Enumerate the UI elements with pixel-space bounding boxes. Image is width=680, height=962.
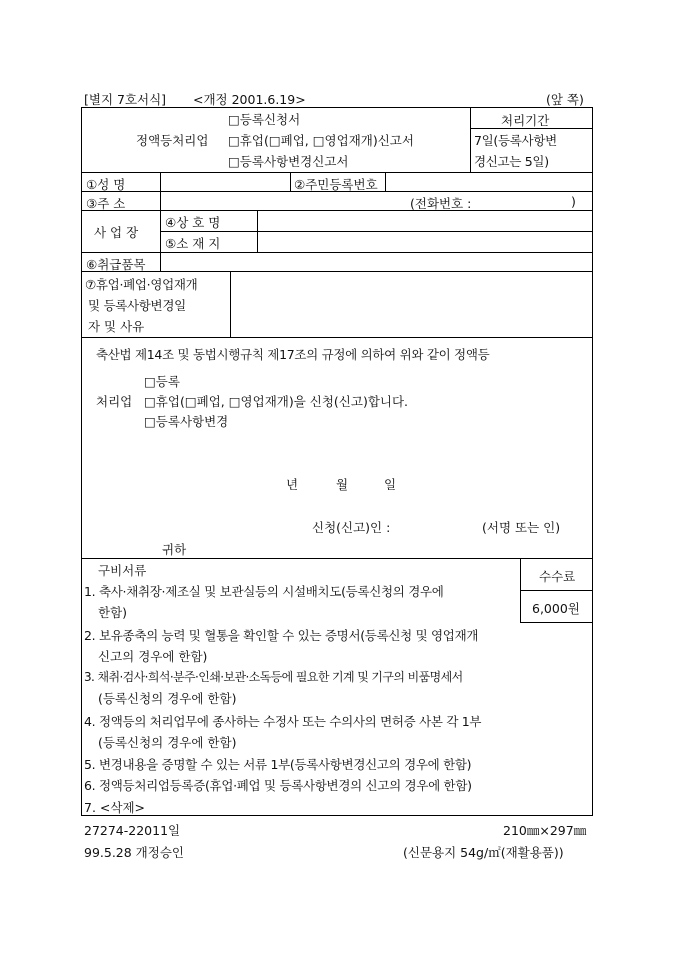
processing-period-label: 처리기간 xyxy=(501,113,550,128)
applicant-label: 신청(신고)인 : xyxy=(312,520,391,535)
paper-spec: (신문용지 54g/㎡(재활용품)) xyxy=(403,845,564,860)
divider-resident-value xyxy=(385,172,386,191)
document-item-7: 7. <삭제> xyxy=(84,800,145,815)
resident-number-label: ②주민등록번호 xyxy=(294,177,378,192)
page-side: (앞 쪽) xyxy=(546,92,584,107)
declaration-line1: 축산법 제14조 및 동법시행규칙 제17조의 규정에 의하여 위와 같이 정액등 xyxy=(96,347,490,362)
form-frame xyxy=(81,107,593,816)
document-item-6: 6. 정액등처리업등록증(휴업·폐업 및 등록사항변경의 신고의 경우에 한함) xyxy=(84,778,472,793)
reason-label-line2: 및 등록사항변경일 xyxy=(88,298,186,313)
divider-fee xyxy=(520,590,593,591)
business-site-label: 사 업 장 xyxy=(94,225,139,240)
document-item-1-cont: 한함) xyxy=(98,605,128,620)
fee-value: 6,000원 xyxy=(532,601,580,616)
recipient-label: 귀하 xyxy=(162,542,187,557)
divider-business-inner xyxy=(160,231,593,232)
date-day: 일 xyxy=(384,477,397,492)
divider-resident xyxy=(290,172,291,191)
location-label: ⑤소 재 지 xyxy=(165,236,221,251)
divider-business-sub xyxy=(257,210,258,252)
divider-fee-col xyxy=(520,558,521,622)
declaration-option-register: □등록 xyxy=(144,374,180,389)
declaration-option-change: □등록사항변경 xyxy=(144,414,229,429)
divider-row-address xyxy=(81,210,593,211)
fee-label: 수수료 xyxy=(539,569,576,584)
document-item-2-cont: 신고의 경우에 한함) xyxy=(98,649,208,664)
form-code: 27274-22011일 xyxy=(84,823,181,838)
divider-title-period xyxy=(470,107,471,172)
phone-close: ) xyxy=(571,194,576,209)
items-label: ⑥취급품목 xyxy=(86,257,146,272)
divider-declaration xyxy=(81,558,593,559)
processing-period-line2: 경신고는 5일) xyxy=(474,154,549,169)
divider-row-business xyxy=(81,252,593,253)
paper-size: 210㎜×297㎜ xyxy=(503,823,587,838)
document-item-3: 3. 채취·검사·희석·분주·인쇄·보관·소독등에 필요한 기계 및 기구의 비품명세서 xyxy=(84,670,463,684)
divider-label-col-items xyxy=(160,252,161,271)
document-item-5: 5. 변경내용을 증명할 수 있는 서류 1부(등록사항변경신고의 경우에 한함) xyxy=(84,757,472,772)
document-item-1: 1. 축사·채취장·제조실 및 보관실등의 시설배치도(등록신청의 경우에 xyxy=(84,584,444,599)
phone-label: (전화번호 : xyxy=(410,196,472,211)
business-type-label: 정액등처리업 xyxy=(136,133,209,148)
divider-row-items xyxy=(81,271,593,272)
declaration-line2: □휴업(□폐업, □영업재개)을 신청(신고)합니다. xyxy=(144,394,409,409)
option-register: □등록신청서 xyxy=(228,112,301,127)
divider-title-bottom xyxy=(81,172,593,173)
signature-label: (서명 또는 인) xyxy=(482,520,561,535)
date-month: 월 xyxy=(336,477,349,492)
document-item-3-cont: (등록신청의 경우에 한함) xyxy=(98,691,237,706)
divider-label-col xyxy=(160,172,161,252)
address-label: ③주 소 xyxy=(86,196,126,211)
divider-reason-col xyxy=(230,271,231,337)
divider-fee-bottom xyxy=(520,622,593,623)
reason-label-line1: ⑦휴업·폐업·영업재개 xyxy=(85,277,198,292)
approval-date: 99.5.28 개정승인 xyxy=(84,845,184,860)
reason-label-line3: 자 및 사유 xyxy=(88,319,145,334)
name-label: ①성 명 xyxy=(86,177,126,192)
document-item-4: 4. 정액등의 처리업무에 종사하는 수정사 또는 수의사의 면허증 사본 각 1부 xyxy=(84,714,482,729)
form-number: [별지 7호서식] xyxy=(84,92,167,107)
document-item-2: 2. 보유종축의 능력 및 혈통을 확인할 수 있는 증명서(등록신청 및 영업재개 xyxy=(84,628,479,643)
divider-row-reason xyxy=(81,337,593,338)
date-year: 년 xyxy=(286,477,299,492)
document-item-4-cont: (등록신청의 경우에 한함) xyxy=(98,735,237,750)
declaration-business-type: 처리업 xyxy=(96,394,133,409)
documents-heading: 구비서류 xyxy=(98,563,147,578)
option-change: □등록사항변경신고서 xyxy=(228,154,349,169)
revision-date: <개정 2001.6.19> xyxy=(193,92,306,107)
processing-period-line1: 7일(등록사항변 xyxy=(474,133,557,148)
trade-name-label: ④상 호 명 xyxy=(165,215,221,230)
option-closure: □휴업(□폐업, □영업재개)신고서 xyxy=(228,133,414,148)
